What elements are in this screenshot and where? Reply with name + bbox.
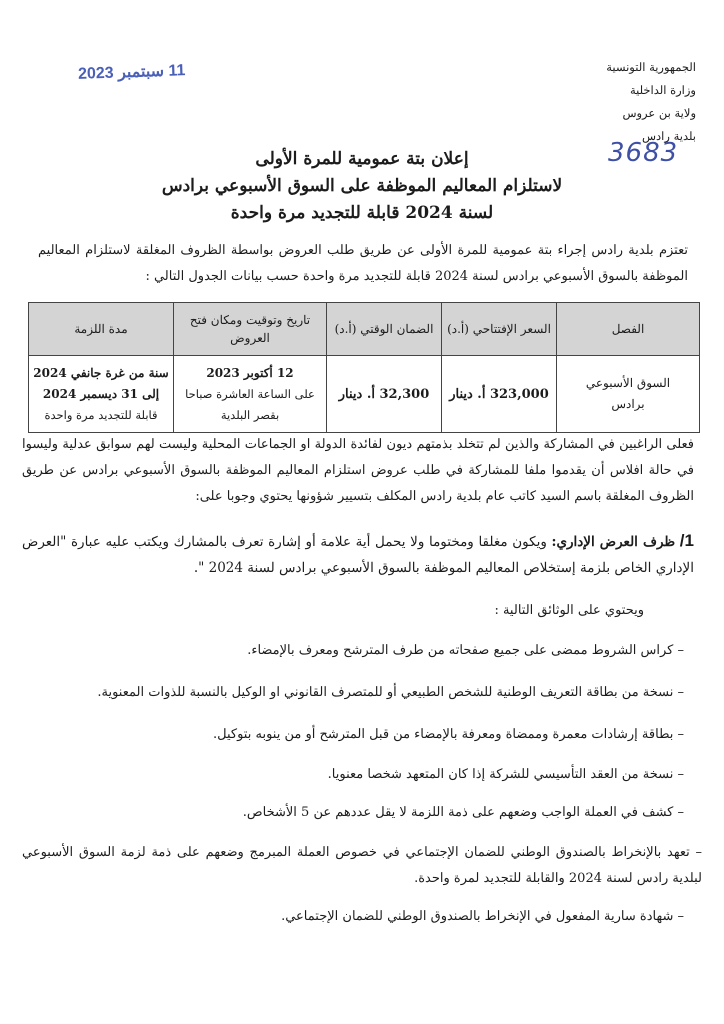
issuer-header [496, 56, 696, 148]
cell-duration: سنة من غرة جانفي 2024 إلى 31 ديسمبر 2024 قابلة للتجديد مرة واحدة [29, 356, 174, 433]
intro-paragraph: تعتزم بلدية رادس إجراء بتة عمومية للمرة الأولى عن طريق طلب العروض بواسطة الظروف المغلقة لاستلزام المعاليم الموظفة بالسوق الأسبوعي برادس لسنة 2024 قابلة للتجديد مرة واحدة حسب بيانات الجدول التالي : [38, 243, 688, 284]
list-item: – بطاقة إرشادات معمرة وممضاة ومعرفة بالإمضاء من قبل المترشح أو من ينوبه بتوكيل. [213, 727, 684, 742]
title-line-2: لاستلزام المعاليم الموظفة على السوق الأسبوعي برادس [161, 176, 563, 196]
tender-table [28, 302, 700, 433]
section-text: ويكون مغلقا ومختوما ولا يحمل أية علامة أو إشارة تعرف بالمشارك ويكتب عليه عبارة "العرض الإداري الخاص بلزمة إستخلاص المعاليم الموظفة بالسوق الأسبوعي برادس لسنة 2024 ". [22, 534, 694, 576]
header-municipality: بلدية رادس [642, 129, 696, 143]
list-item: – نسخة من العقد التأسيسي للشركة إذا كان المتعهد شخصا معنويا. [327, 767, 684, 782]
list-item: – كراس الشروط ممضى على جميع صفحاته من طرف المترشح ومعرف بالإمضاء. [247, 643, 684, 658]
table-row [29, 356, 700, 433]
documents-intro: ويحتوي على الوثائق التالية : [494, 603, 644, 618]
list-item: – نسخة من بطاقة التعريف الوطنية للشخص الطبيعي أو للمتصرف القانوني او الوكيل بالنسبة للذوات المعنوية. [97, 685, 684, 700]
section-title: ظرف العرض الإداري: [551, 534, 676, 550]
table-header-row [29, 303, 700, 356]
cell-opening-price: 323,000 أ. دينار [442, 356, 557, 433]
header-opening-price: السعر الإفتتاحي (أ.د) [442, 303, 557, 356]
title-line-3: لسنة 2024 قابلة للتجديد مرة واحدة [230, 203, 494, 223]
cell-lot: السوق الأسبوعي برادس [557, 356, 700, 433]
title-line-1: إعلان بتة عمومية للمرة الأولى [255, 149, 469, 169]
header-governorate: ولاية بن عروس [622, 106, 696, 120]
header-duration: مدة اللزمة [29, 303, 174, 356]
header-republic: الجمهورية التونسية [606, 60, 696, 74]
section-number: 1/ [679, 531, 694, 550]
administrative-envelope-paragraph [22, 528, 694, 581]
handwritten-reference-number: 3683 [608, 138, 679, 168]
received-date-stamp: 11 سبتمبر 2023 [77, 62, 186, 83]
list-item: – تعهد بالإنخراط بالصندوق الوطني للضمان الإجتماعي في خصوص العملة المبرمج وضعهم على ذمة لزمة السوق الأسبوعي لبلدية رادس لسنة 2024 والقابلة للتجديد لمرة واحدة. [22, 845, 702, 886]
notice-title [60, 146, 664, 227]
header-ministry: وزارة الداخلية [629, 83, 696, 97]
participation-conditions: فعلى الراغبين في المشاركة والذين لم تتخلد بذمتهم ديون لفائدة الدولة او الجماعات المحلية وليست لهم سوابق عدلية وليسوا في حالة افلاس أن يقدموا ملفا للمشاركة في طلب عروض استلزام المعاليم الموظفة بالسوق الأسبوعي برادس عن طريق الظروف المغلقة باسم السيد كاتب عام بلدية رادس المكلف بتسيير شؤونها يحتوي وجوبا على: [22, 437, 694, 504]
cell-guarantee: 32,300 أ. دينار [327, 356, 442, 433]
list-item: – شهادة سارية المفعول في الإنخراط بالصندوق الوطني للضمان الإجتماعي. [281, 909, 684, 924]
list-item: – كشف في العملة الواجب وضعهم على ذمة اللزمة لا يقل عددهم عن 5 الأشخاص. [242, 805, 684, 820]
header-guarantee: الضمان الوقتي (أ.د) [327, 303, 442, 356]
cell-opening-date: 12 أكتوبر 2023 على الساعة العاشرة صباحا بقصر البلدية [174, 356, 327, 433]
header-opening-date: تاريخ وتوقيت ومكان فتح العروض [174, 303, 327, 356]
header-lot: الفصل [557, 303, 700, 356]
